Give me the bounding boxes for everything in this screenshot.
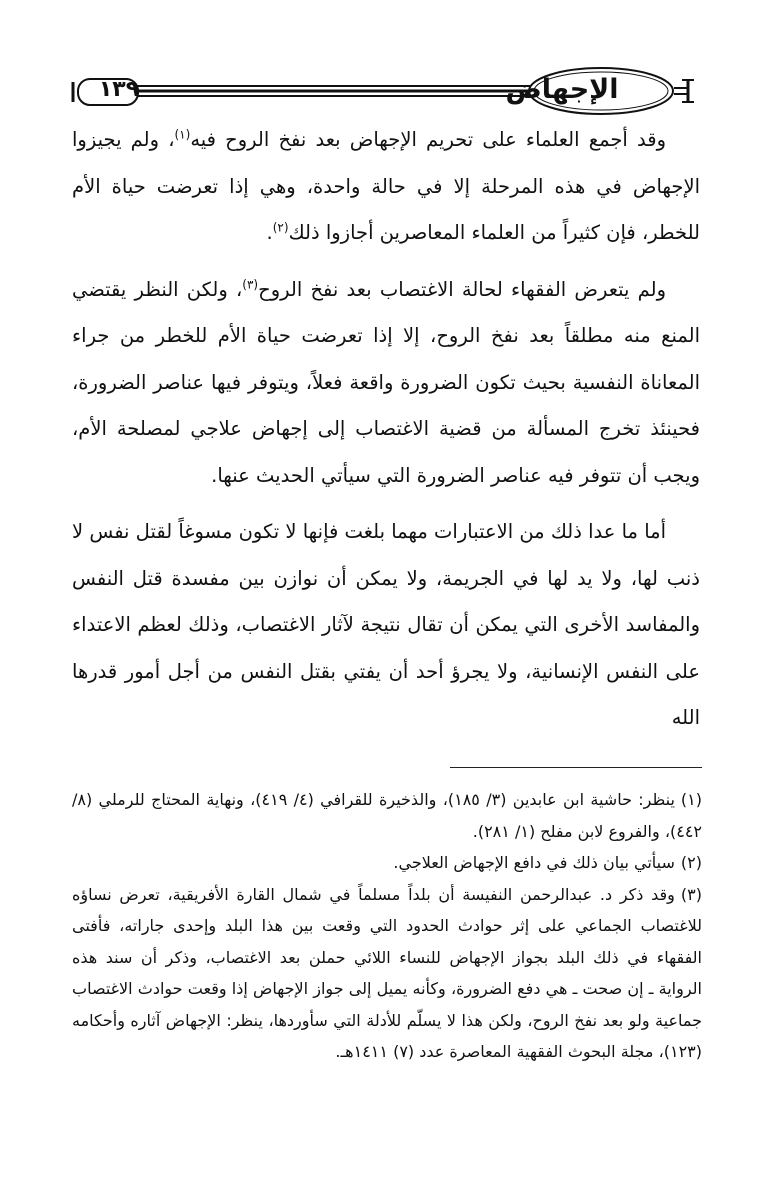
chapter-title: الإجهاض xyxy=(505,74,619,105)
footnote-text: وقد ذكر د. عبدالرحمن النفيسة أن بلداً مسلماً في شمال القارة الأفريقية، تعرض نساؤه للاغتصاب الجماعي على إثر حوادث الحدود التي وقعت بين هذا البلد وإحدى جاراته، فأفتى الفقهاء في ذلك البلد بجواز الإجهاض للنساء اللائي حملن بعد الاغتصاب، وذكر أن سند هذه الرواية ـ إن صحت ـ هي دفع الضرورة، وكأنه يميل إلى جواز الإجهاض إذا وقعت حوادث الاغتصاب جماعية ولو بعد نفخ الروح، ولكن هذا لا يسلّم للأدلة التي سأوردها، ينظر: الإجهاض آثاره وأحكامه (١٢٣)، مجلة البحوث الفقهية المعاصرة عدد (٧) ١٤١١هـ. xyxy=(72,884,702,1061)
footnote-number: (٢) xyxy=(680,853,702,872)
footnote-ref-1: (١) xyxy=(174,127,191,142)
paragraph-text: ، ولم يجيزوا الإجهاض في هذه المرحلة إلا في حالة واحدة، وهي إذا تعرضت حياة الأم للخطر، فإن كثيراً من العلماء المعاصرين أجازوا ذلك xyxy=(72,128,700,244)
footnote-ref-3: (٣) xyxy=(242,277,259,291)
footnote-ref-2: (٢) xyxy=(272,220,289,235)
main-text xyxy=(72,117,700,752)
footnote-number: (٣) xyxy=(680,884,702,904)
paragraph-text: ولم يتعرض الفقهاء لحالة الاغتصاب بعد نفخ الروح xyxy=(258,277,667,301)
paragraph-1 xyxy=(72,117,700,257)
paragraph-2 xyxy=(72,267,700,500)
footnote-number: (١) xyxy=(680,790,702,809)
running-header xyxy=(70,62,700,122)
paragraph-text: وقد أجمع العلماء على تحريم الإجهاض بعد نفخ الروح فيه xyxy=(190,128,666,151)
footnote-text: ينظر: حاشية ابن عابدين (٣/ ١٨٥)، والذخيرة للقرافي (٤/ ٤١٩)، ونهاية المحتاج للرملي (٨/ ٤٤٢)، والفروع لابن مفلح (١/ ٢٨١). xyxy=(72,790,702,841)
footnote-separator xyxy=(450,767,702,768)
footnote-text: سيأتي بيان ذلك في دافع الإجهاض العلاجي. xyxy=(393,853,675,872)
footnotes xyxy=(72,784,702,1068)
page-number: ١٣٩ xyxy=(98,77,140,102)
paragraph-3 xyxy=(72,509,700,742)
paragraph-text: ، ولكن النظر يقتضي المنع منه مطلقاً بعد نفخ الروح، إلا إذا تعرضت حياة الأم للخطر من جراء المعاناة النفسية بحيث تكون الضرورة واقعة فعلاً، ويتوفر فيها عناصر الضرورة، فحينئذ تخرج المسألة من قضية الاغتصاب إلى إجهاض علاجي لمصلحة الأم، ويجب أن تتوفر فيه عناصر الضرورة التي سيأتي الحديث عنها. xyxy=(72,277,700,487)
paragraph-text: أما ما عدا ذلك من الاعتبارات مهما بلغت فإنها لا تكون مسوغاً لقتل نفس لا ذنب لها، ولا يد لها في الجريمة، ولا يمكن أن نوازن بين مفسدة قتل النفس والمفاسد الأخرى التي يمكن أن تقال نتيجة لآثار الاغتصاب، وذلك لعظم الاعتداء على النفس الإنسانية، ولا يجرؤ أحد أن يفتي بقتل النفس من أجل أمور قدرها الله xyxy=(72,520,700,729)
footnote-3 xyxy=(72,879,702,1068)
paragraph-text: . xyxy=(266,221,273,244)
footnote-1 xyxy=(72,784,702,847)
footnote-2 xyxy=(72,847,702,879)
